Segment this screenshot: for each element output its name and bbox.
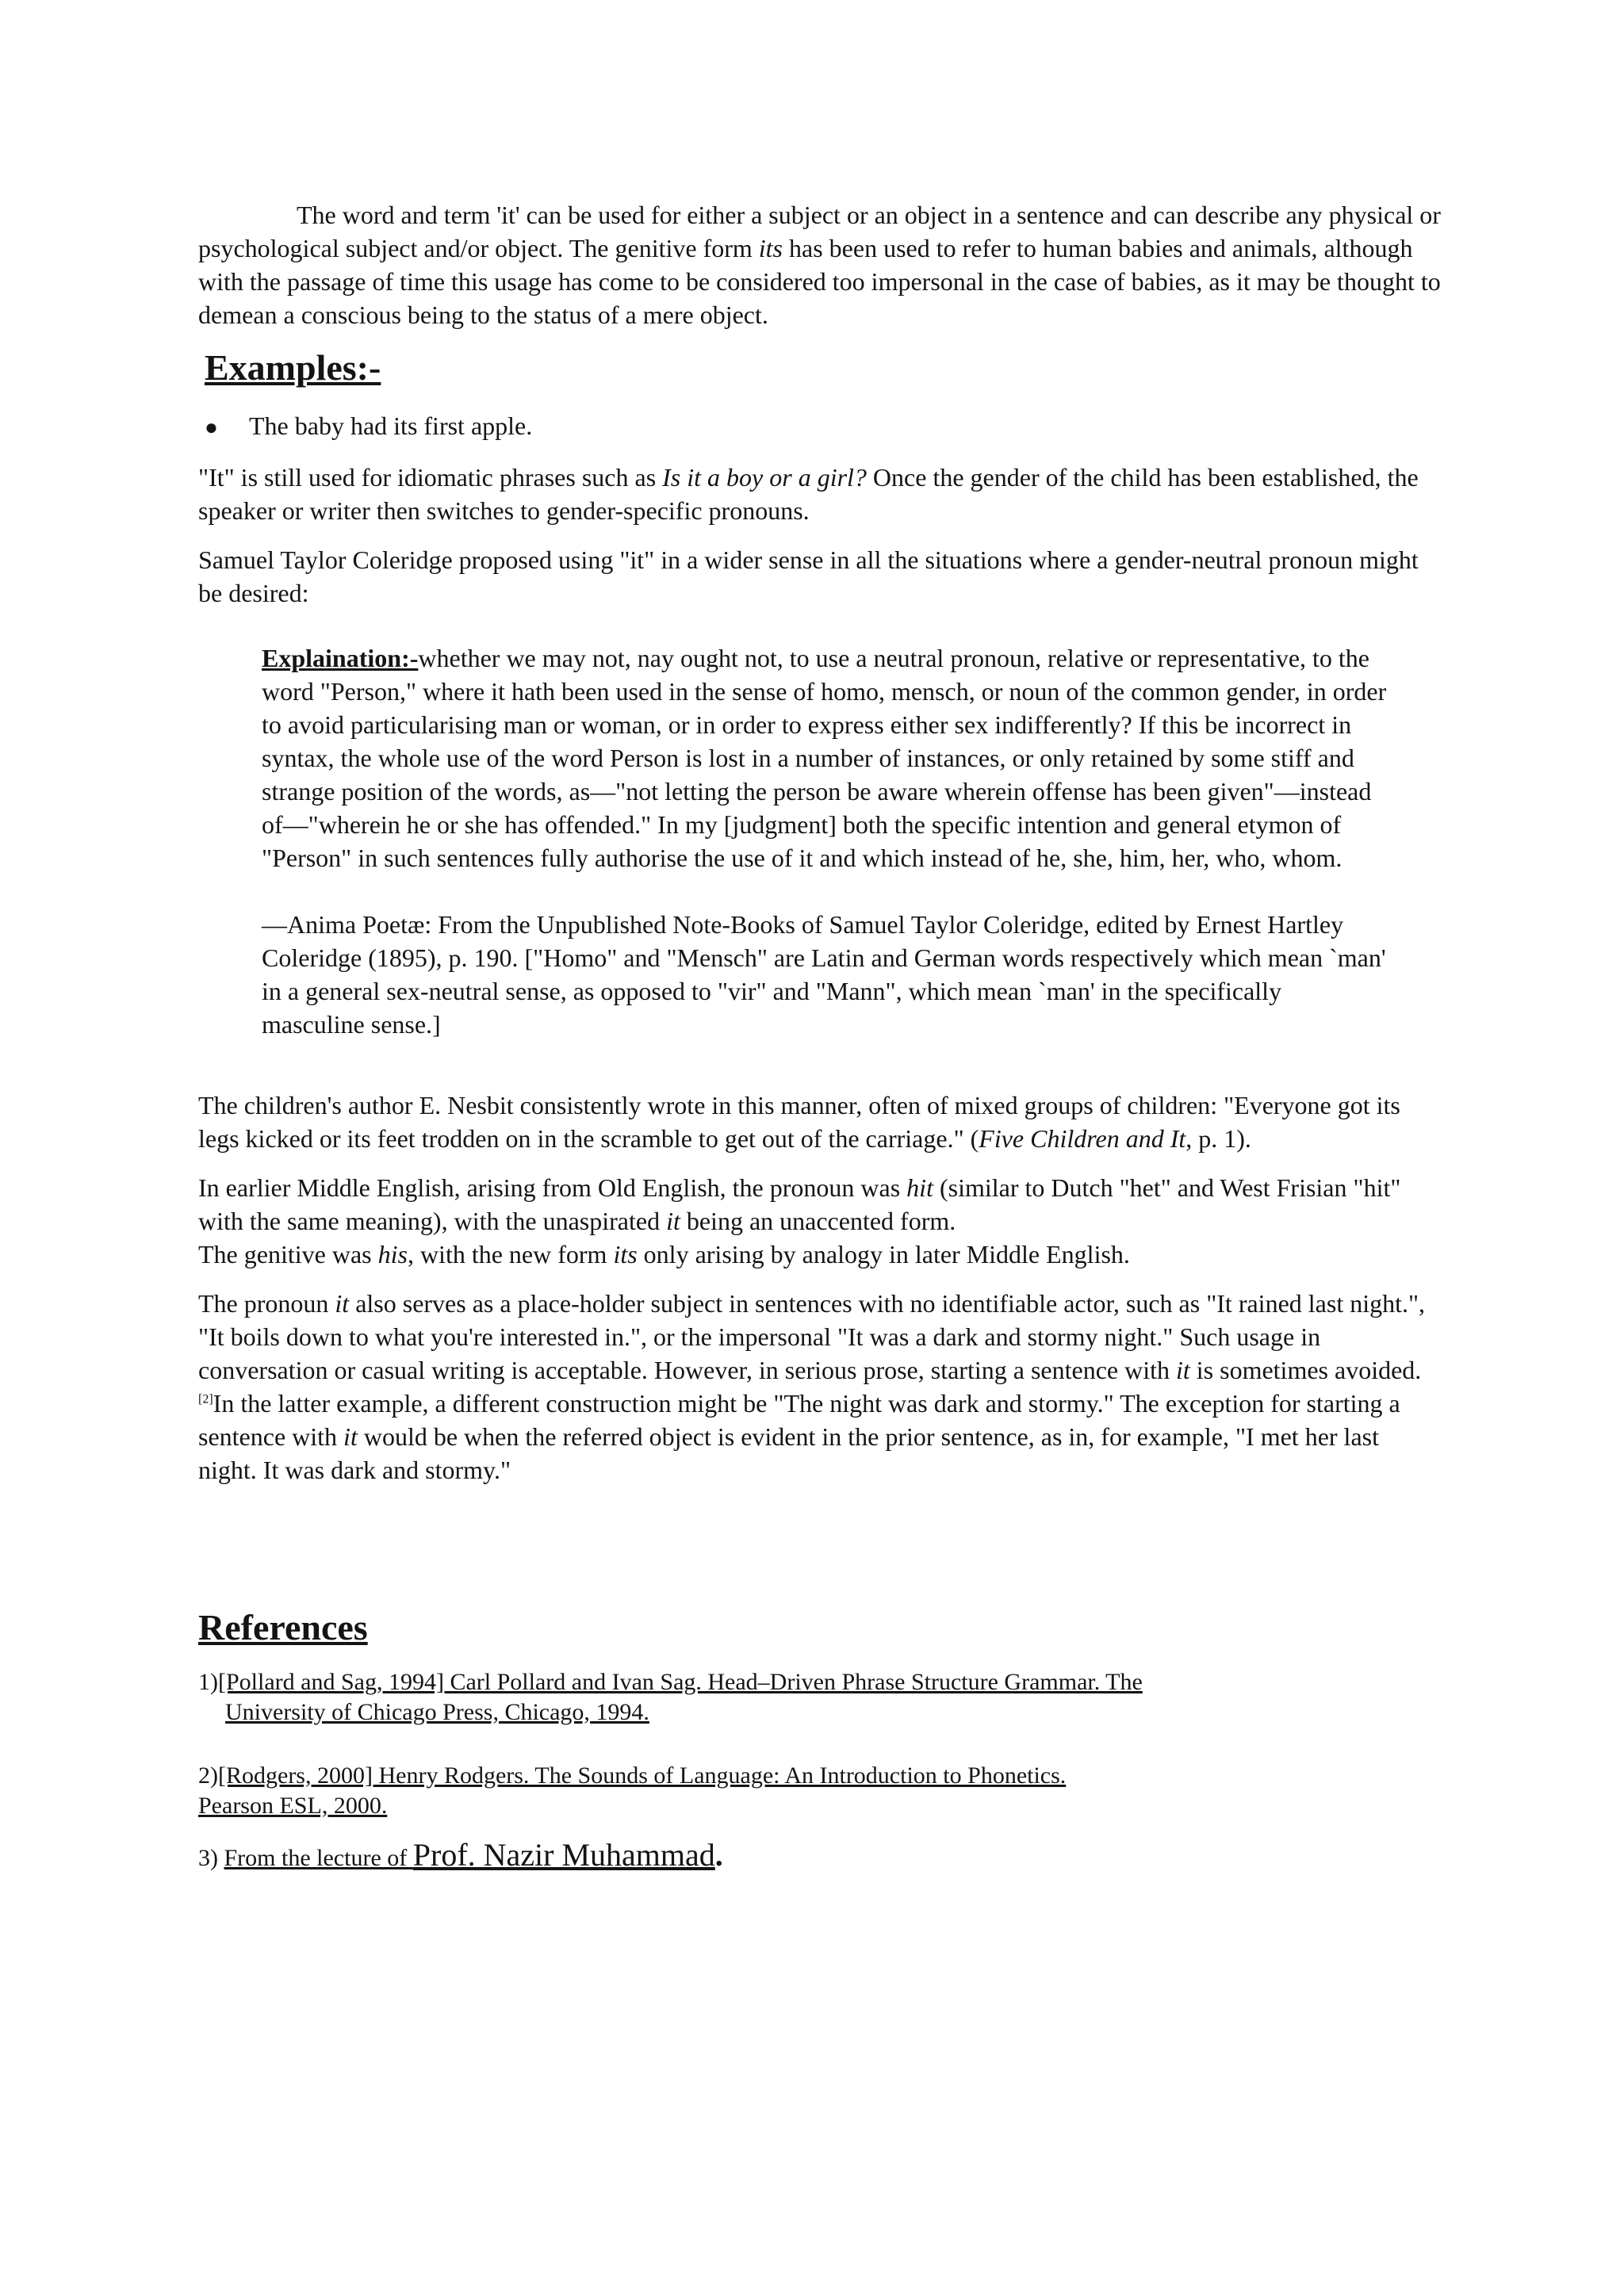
placeholder-paragraph: [198, 1287, 1443, 1487]
idiom-em-question: Is it a boy or a girl?: [662, 463, 867, 492]
coleridge-intro-paragraph: Samuel Taylor Coleridge proposed using "it" in a wider sense in all the situations where a gender-neutral pronoun might be desired:: [198, 545, 1419, 607]
block-quote: [262, 641, 1388, 1041]
quote-source: —Anima Poetæ: From the Unpublished Note-Books of Samuel Taylor Coleridge, edited by Ernest Hartley Coleridge (1895), p. 190. ["Homo" and "Mensch" are Latin and German words respectively which mean `man' in a general sex-neutral sense, as opposed to "vir" and "Mann", which mean `man' in the specifically masculine sense.]: [262, 910, 1386, 1039]
me-text-1: In earlier Middle English, arising from Old English, the pronoun was: [198, 1173, 907, 1202]
ph-text-5: would be when the referred object is evident in the prior sentence, as in, for example, "I met her last night. It was dark and stormy.": [198, 1422, 1379, 1484]
example-list-item: [198, 409, 1443, 445]
ph-em-it-1: it: [335, 1289, 350, 1318]
nesbit-paragraph: [198, 1089, 1443, 1155]
examples-heading: Examples:-: [205, 347, 381, 388]
ph-em-it-2: it: [1175, 1356, 1190, 1384]
quote-text: whether we may not, nay ought not, to use a neutral pronoun, relative or representative, to the word "Person," where it hath been used in the sense of homo, mensch, or noun of the common gender, in order to avoid particularising man or woman, or in order to express either sex indifferently? If this be incorrect in syntax, the whole use of the word Person is lost in a number of instances, or only retained by some stiff and strange position of the words, as—"not letting the person be aware wherein offense has been given"—instead of—"wherein he or she has offended." In my [judgment] both the specific intention and general etymon of "Person" in such sentences fully authorise the use of it and which instead of he, she, him, her, who, whom.: [262, 644, 1387, 872]
idiom-paragraph: [198, 461, 1443, 527]
reference-item-3: [198, 1837, 1443, 1873]
idiom-text-1: "It" is still used for idiomatic phrases such as: [198, 463, 663, 492]
idiom-text-2: Once the gender of the child has been established, the speaker or writer then switches to gender-specific pronouns.: [198, 463, 1419, 525]
references-heading: References: [198, 1607, 368, 1647]
reference-link-2[interactable]: [Rodgers, 2000] Henry Rodgers. The Sounds of Language: An Introduction to Phonetics. Pearson ESL, 2000.: [198, 1762, 1067, 1819]
reference-item-2: [198, 1761, 1118, 1821]
bullet-icon: ●: [205, 415, 218, 440]
intro-text-1: The word and term 'it' can be used for either a subject or an object in a sentence and can describe any physical or psychological subject and/or object. The genitive form: [198, 201, 1441, 262]
quote-paragraph: [262, 641, 1388, 874]
nesbit-text-2: , p. 1).: [1185, 1124, 1251, 1153]
reference-number: 2): [198, 1762, 218, 1789]
reference-link-1[interactable]: [Pollard and Sag, 1994] Carl Pollard and Ivan Sag. Head–Driven Phrase Structure Grammar. The University of Chicago Press, Chicago, 1994.: [218, 1669, 1143, 1725]
reference-end-period: .: [714, 1837, 723, 1873]
professor-name[interactable]: Prof. Nazir Muhammad: [412, 1837, 715, 1873]
me-text-6: only arising by analogy in later Middle English.: [637, 1240, 1130, 1269]
me-text-4: The genitive was: [198, 1240, 378, 1269]
example-text: The baby had its first apple.: [249, 411, 533, 440]
reference-number: 3): [198, 1845, 224, 1871]
me-text-2: (similar to Dutch "het" and West Frisian "hit" with the same meaning), with the unaspirated: [198, 1173, 1401, 1235]
me-text-5: , with the new form: [407, 1240, 614, 1269]
ph-em-it-3: it: [343, 1422, 358, 1451]
intro-em-its: its: [758, 234, 783, 262]
nesbit-text-1: The children's author E. Nesbit consistently wrote in this manner, often of mixed groups of children: "Everyone got its legs kicked or its feet trodden on in the scramble to get out of the carriage." (: [198, 1091, 1400, 1153]
intro-paragraph: [198, 198, 1443, 331]
reference-link-3[interactable]: From the lecture of: [224, 1845, 413, 1871]
me-em-it: it: [666, 1207, 680, 1235]
me-em-its: its: [613, 1240, 638, 1269]
intro-text-2: has been used to refer to human babies and animals, although with the passage of time this usage has come to be considered too impersonal in the case of babies, as it may be thought to demean a conscious being to the status of a mere object.: [198, 234, 1441, 329]
nesbit-em-title: Five Children and It: [979, 1124, 1186, 1153]
ph-text-4: In the latter example, a different construction might be "The night was dark and stormy." The exception for starting a sentence with: [198, 1389, 1400, 1451]
explaination-label: Explaination:-: [262, 644, 419, 672]
middle-english-paragraph: [198, 1171, 1443, 1271]
ph-text-2: also serves as a place-holder subject in sentences with no identifiable actor, such as "It rained last night.", "It boils down to what you're interested in.", or the impersonal "It was a dark and stormy night." Such usage in conversation or casual writing is acceptable. However, in serious prose, starting a sentence with: [198, 1289, 1426, 1384]
footnote-ref[interactable]: [2]: [198, 1392, 213, 1406]
me-text-3: being an unaccented form.: [680, 1207, 956, 1235]
ph-text-3: is sometimes avoided.: [1189, 1356, 1422, 1384]
reference-item-1: [198, 1667, 1145, 1728]
me-em-his: his: [377, 1240, 408, 1269]
reference-number: 1): [198, 1669, 218, 1695]
ph-text-1: The pronoun: [198, 1289, 335, 1318]
document-page: [198, 198, 1443, 1873]
me-em-hit: hit: [906, 1173, 933, 1202]
